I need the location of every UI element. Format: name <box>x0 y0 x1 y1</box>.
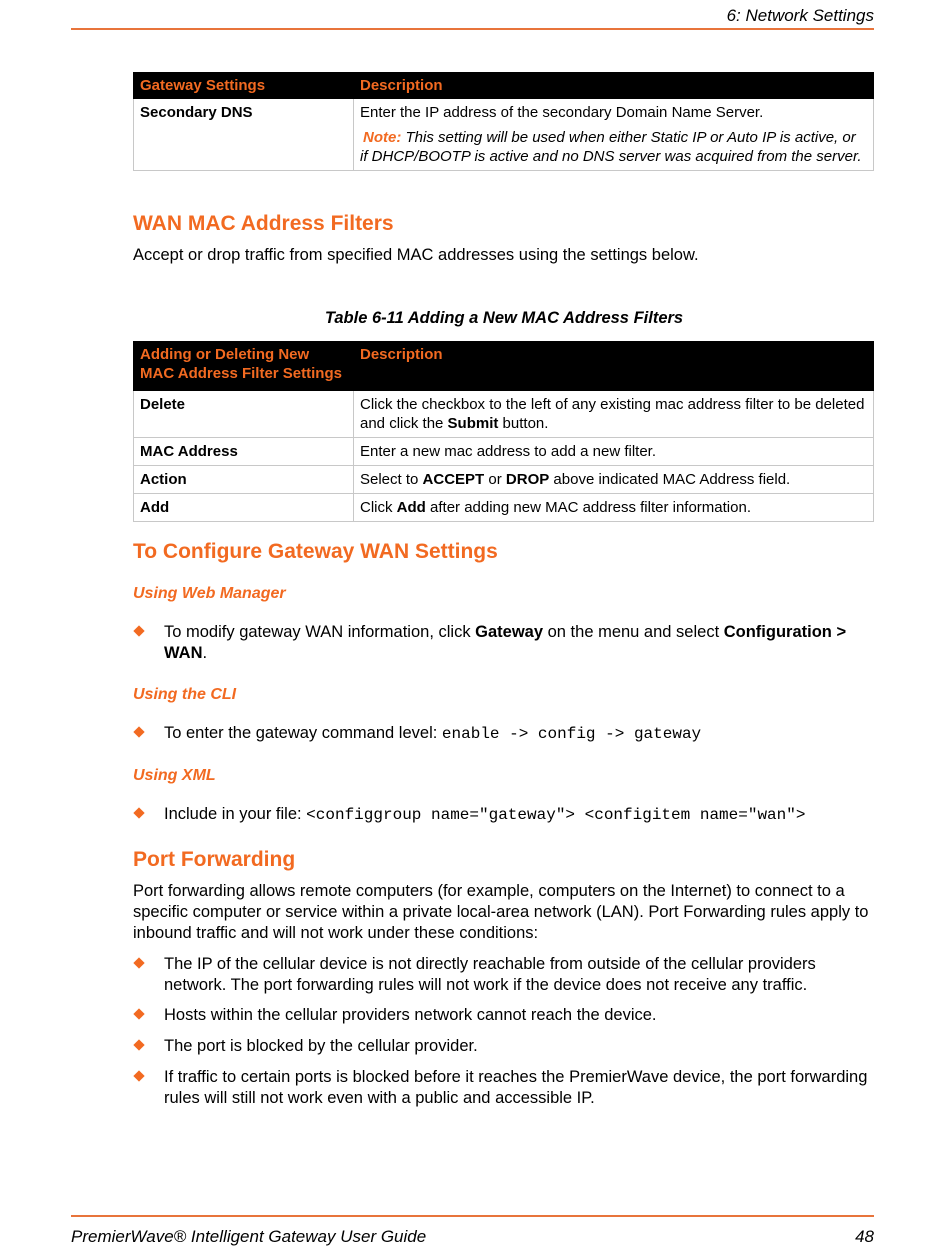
diamond-bullet-icon <box>133 1008 144 1019</box>
table-header-row <box>134 73 874 99</box>
text-span: or <box>484 471 506 488</box>
text-span: above indicated MAC Address field. <box>549 471 791 488</box>
text-span: Click the checkbox to the left of any existing mac address filter to be deleted and click the <box>360 396 865 432</box>
setting-description <box>354 99 874 171</box>
page-header-section: 6: Network Settings <box>726 6 874 25</box>
list-item <box>133 1067 875 1108</box>
note <box>360 128 867 166</box>
page-number: 48 <box>855 1227 874 1246</box>
list-item <box>133 723 875 745</box>
section-title-wan-mac: WAN MAC Address Filters <box>133 212 394 235</box>
text-span: Include in your file: <box>164 805 307 823</box>
bold-span: Gateway <box>475 623 544 641</box>
code-span: <configgroup name="gateway"> <configitem name="wan"> <box>306 806 806 824</box>
setting-name: Delete <box>134 391 354 438</box>
setting-description <box>354 466 874 494</box>
list-item-text: The IP of the cellular device is not directly reachable from outside of the cellular providers network. The port forwarding rules will not work if the device does not receive any traffic. <box>164 955 816 994</box>
description-text: Enter the IP address of the secondary Domain Name Server. <box>360 104 764 121</box>
header-rule <box>71 28 874 30</box>
diamond-bullet-icon <box>133 726 144 737</box>
footer-rule <box>71 1215 874 1217</box>
list-item-text: If traffic to certain ports is blocked before it reaches the PremierWave device, the port forwarding rules will still not work even with a public and accessible IP. <box>164 1068 868 1107</box>
bold-span: Submit <box>447 415 499 432</box>
text-span: To modify gateway WAN information, click <box>164 623 476 641</box>
setting-description <box>354 494 874 522</box>
diamond-bullet-icon <box>133 1070 144 1081</box>
table-row <box>134 99 874 171</box>
table-header-row <box>134 342 874 391</box>
bold-span: Add <box>396 499 426 516</box>
diamond-bullet-icon <box>133 807 144 818</box>
port-forwarding-intro: Port forwarding allows remote computers (for example, computers on the Internet) to connect to a specific computer or service within a private local-area network (LAN). Port Forwarding rules apply to inbound traffic and will not work under these conditions: <box>133 882 869 942</box>
list-item <box>133 1036 875 1057</box>
list-item <box>133 622 875 663</box>
list-item <box>133 1005 875 1026</box>
list-item-text <box>164 622 875 663</box>
note-text: This setting will be used when either Static IP or Auto IP is active, or if DHCP/BOOTP is active and no DNS server was acquired from the server. <box>360 129 862 165</box>
list-item-text: The port is blocked by the cellular provider. <box>164 1037 478 1055</box>
wan-mac-intro: Accept or drop traffic from specified MAC addresses using the settings below. <box>133 246 699 264</box>
text-span: button. <box>498 415 549 432</box>
column-header: Description <box>354 73 874 99</box>
footer-title: PremierWave® Intelligent Gateway User Guide <box>71 1227 427 1246</box>
gateway-settings-table <box>133 72 874 171</box>
text-span: Click <box>360 499 397 516</box>
section-title-configure: To Configure Gateway WAN Settings <box>133 540 498 563</box>
text-span: Select to <box>360 471 423 488</box>
section-title-port-forwarding: Port Forwarding <box>133 848 296 871</box>
subsection-title-xml: Using XML <box>133 767 216 784</box>
text-span: . <box>202 643 208 662</box>
setting-name: Action <box>134 466 354 494</box>
subsection-title-web: Using Web Manager <box>133 585 286 602</box>
code-span: enable -> config -> gateway <box>441 725 702 743</box>
column-header: Gateway Settings <box>134 73 354 99</box>
setting-name: MAC Address <box>134 438 354 466</box>
list-item <box>133 954 875 995</box>
subsection-title-cli: Using the CLI <box>133 686 237 703</box>
bold-span: ACCEPT <box>422 471 485 488</box>
column-header: Adding or Deleting New MAC Address Filter Settings <box>134 342 354 391</box>
mac-filter-table <box>133 341 874 522</box>
diamond-bullet-icon <box>133 957 144 968</box>
table-row <box>134 391 874 438</box>
bold-span: DROP <box>505 471 550 488</box>
table-row <box>134 438 874 466</box>
bold-span: Configuration > WAN <box>164 623 847 662</box>
list-item <box>133 804 875 826</box>
diamond-bullet-icon <box>133 1039 144 1050</box>
text-span: on the menu and select <box>543 623 724 641</box>
list-item-text <box>164 804 875 826</box>
gateway-settings-table-container <box>133 72 875 171</box>
table-caption: Table 6-11 Adding a New MAC Address Filters <box>324 309 684 327</box>
text-span: To enter the gateway command level: <box>164 724 442 742</box>
diamond-bullet-icon <box>133 625 144 636</box>
column-header: Description <box>354 342 874 391</box>
setting-name: Secondary DNS <box>134 99 354 171</box>
setting-description <box>354 391 874 438</box>
setting-description: Enter a new mac address to add a new filter. <box>354 438 874 466</box>
list-item-text <box>164 723 875 745</box>
table-row <box>134 494 874 522</box>
table-row <box>134 466 874 494</box>
setting-name: Add <box>134 494 354 522</box>
text-span: after adding new MAC address filter information. <box>425 499 751 516</box>
list-item-text: Hosts within the cellular providers network cannot reach the device. <box>164 1006 657 1024</box>
mac-filter-table-container <box>133 341 875 522</box>
note-label: Note: <box>363 129 402 146</box>
